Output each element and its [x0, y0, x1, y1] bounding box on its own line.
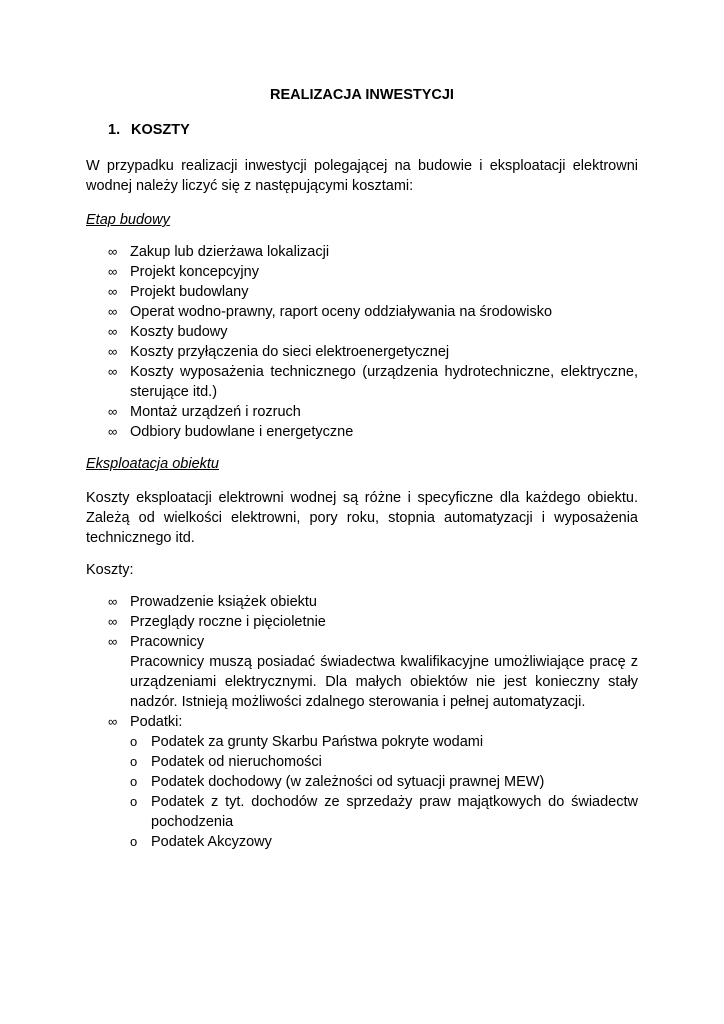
workers-note: Pracownicy muszą posiadać świadectwa kwalifikacyjne umożliwiające pracę z urządzeniami elektrycznymi. Dla małych obiektów nie jest konieczny stały nadzór. Istnieją możliwości zdalnego sterowania i pełnej automatyzacji. — [130, 654, 638, 710]
list-item: ∞ Podatki: o Podatek za grunty Skarbu Państwa pokryte wodami o Podatek od nieruchomości o Podatek dochodowy (w zależności od sytuacji prawnej MEW) o Podatek z tyt. dochodów ze sprzedaży praw majątkowych do świadectw pochodzenia o Podatek Akcyzowy — [108, 714, 638, 850]
list-item: ∞ Projekt budowlany — [108, 284, 249, 300]
list-item: ∞ Koszty wyposażenia technicznego (urządzenia hydrotechniczne, elektryczne, sterujące itd.) — [108, 364, 638, 400]
infinity-bullet-icon: ∞ — [108, 614, 118, 629]
document-page — [86, 86, 638, 852]
section-title: KOSZTY — [131, 122, 190, 138]
list-item: ∞ Przeglądy roczne i pięcioletnie — [108, 614, 326, 630]
section-number: 1. — [108, 122, 121, 138]
circle-bullet-icon: o — [130, 834, 138, 849]
costs-label: Koszty: — [86, 562, 134, 578]
list-item: ∞ Projekt koncepcyjny — [108, 264, 259, 280]
tax-item: o Podatek za grunty Skarbu Państwa pokryte wodami — [130, 734, 484, 750]
operation-paragraph: Koszty eksploatacji elektrowni wodnej są różne i specyficzne dla każdego obiektu. Zależą od wielkości elektrowni, pory roku, stopnia automatyzacji i wyposażenia technicznego itd. — [86, 490, 638, 546]
list-item: ∞ Koszty budowy — [108, 324, 228, 340]
circle-bullet-icon: o — [130, 794, 138, 809]
infinity-bullet-icon: ∞ — [108, 284, 118, 299]
operation-heading: Eksploatacja obiektu — [86, 456, 219, 472]
section-heading — [108, 121, 638, 139]
list-item: ∞ Koszty przyłączenia do sieci elektroenergetycznej — [108, 344, 450, 360]
infinity-bullet-icon: ∞ — [108, 364, 118, 379]
list-item: ∞ Montaż urządzeń i rozruch — [108, 404, 301, 420]
list-item: ∞ Zakup lub dzierżawa lokalizacji — [108, 244, 330, 260]
infinity-bullet-icon: ∞ — [108, 594, 118, 609]
circle-bullet-icon: o — [130, 734, 138, 749]
infinity-bullet-icon: ∞ — [108, 634, 118, 649]
list-item: ∞ Pracownicy Pracownicy muszą posiadać świadectwa kwalifikacyjne umożliwiające pracę z urządzeniami elektrycznymi. Dla małych obiektów nie jest konieczny stały nadzór. Istnieją możliwości zdalnego sterowania i pełnej automatyzacji. — [108, 634, 638, 710]
list-item: ∞ Prowadzenie książek obiektu — [108, 594, 317, 610]
document-title: REALIZACJA INWESTYCJI — [270, 87, 454, 103]
tax-item: o Podatek z tyt. dochodów ze sprzedaży praw majątkowych do świadectw pochodzenia — [130, 794, 638, 830]
intro-paragraph: W przypadku realizacji inwestycji polegającej na budowie i eksploatacji elektrowni wodnej należy liczyć się z następującymi kosztami: — [86, 158, 638, 194]
tax-item: o Podatek od nieruchomości — [130, 754, 322, 770]
infinity-bullet-icon: ∞ — [108, 344, 118, 359]
infinity-bullet-icon: ∞ — [108, 264, 118, 279]
circle-bullet-icon: o — [130, 754, 138, 769]
list-item: ∞ Odbiory budowlane i energetyczne — [108, 424, 354, 440]
infinity-bullet-icon: ∞ — [108, 324, 118, 339]
infinity-bullet-icon: ∞ — [108, 714, 118, 729]
infinity-bullet-icon: ∞ — [108, 244, 118, 259]
tax-item: o Podatek dochodowy (w zależności od sytuacji prawnej MEW) — [130, 774, 545, 790]
taxes-list — [130, 732, 638, 852]
list-item: ∞ Operat wodno-prawny, raport oceny oddziaływania na środowisko — [108, 304, 553, 320]
infinity-bullet-icon: ∞ — [108, 404, 118, 419]
construction-heading: Etap budowy — [86, 212, 170, 228]
circle-bullet-icon: o — [130, 774, 138, 789]
infinity-bullet-icon: ∞ — [108, 424, 118, 439]
operation-list — [86, 592, 638, 852]
tax-item: o Podatek Akcyzowy — [130, 834, 272, 850]
construction-list — [86, 242, 638, 442]
infinity-bullet-icon: ∞ — [108, 304, 118, 319]
